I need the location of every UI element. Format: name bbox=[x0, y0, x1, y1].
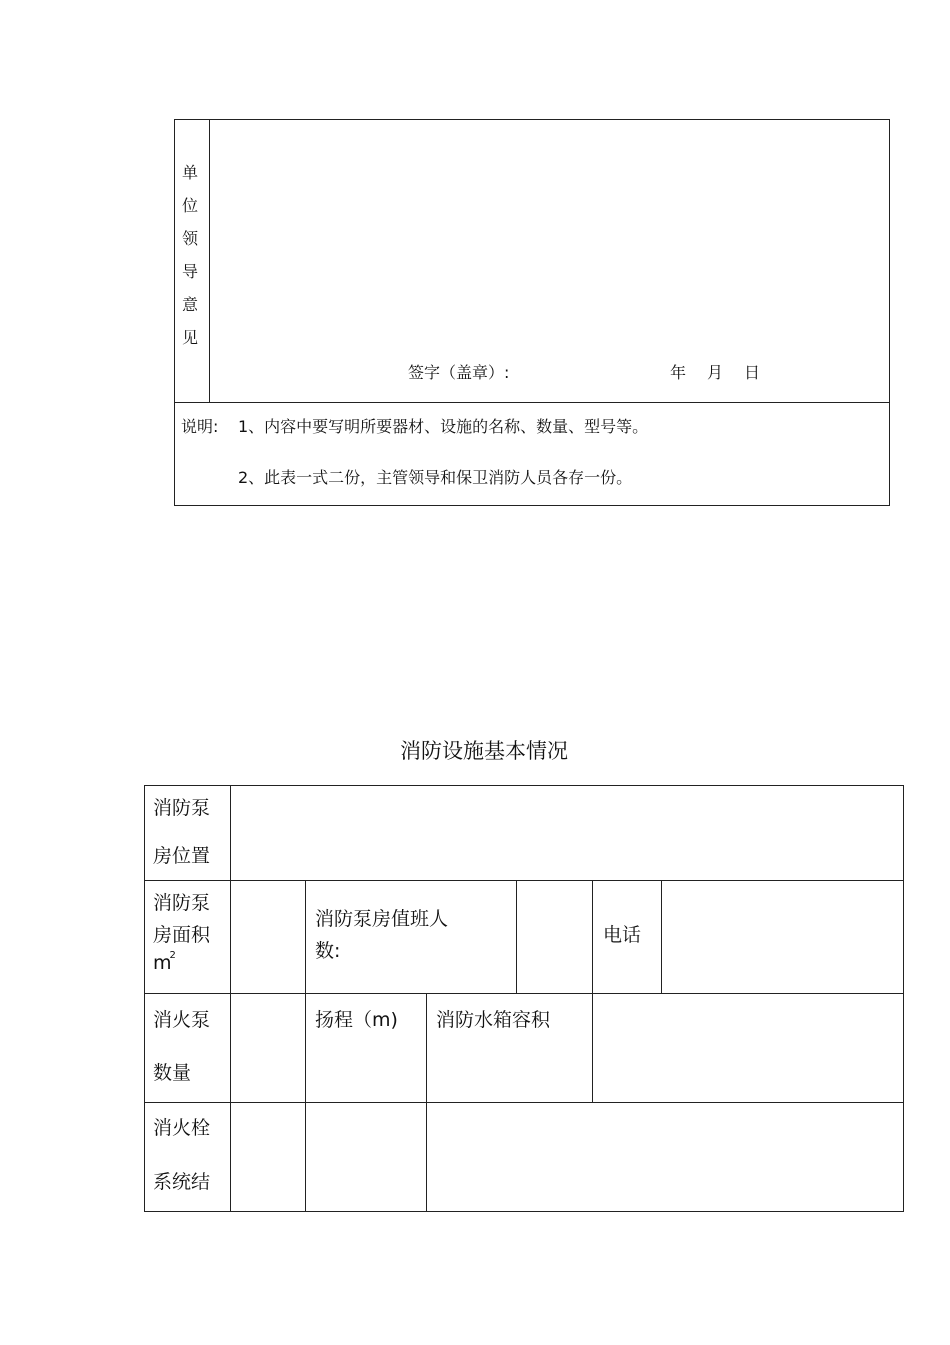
notes-label: 说明: bbox=[181, 417, 219, 436]
hydrant-system-label-2: 系统结 bbox=[153, 1171, 211, 1193]
signature-label: 签字（盖章）: bbox=[408, 363, 510, 382]
duty-staff-field[interactable] bbox=[518, 882, 591, 992]
signature-field[interactable] bbox=[528, 358, 658, 382]
hydrant-system-field-1[interactable] bbox=[232, 1104, 304, 1210]
label-char: 见 bbox=[181, 328, 198, 347]
pump-count-field[interactable] bbox=[232, 995, 304, 1101]
pump-count-label-2: 数量 bbox=[153, 1062, 192, 1084]
duty-staff-label-2: 数: bbox=[315, 940, 341, 962]
label-char: 意 bbox=[181, 295, 198, 314]
label-char: 导 bbox=[181, 262, 198, 281]
water-tank-volume-field[interactable] bbox=[594, 995, 902, 1101]
label-char: 领 bbox=[181, 229, 198, 248]
unit-text: m bbox=[153, 952, 172, 974]
pump-room-area-label-2: 房面积 bbox=[153, 924, 211, 946]
water-tank-volume-label: 消防水箱容积 bbox=[436, 1009, 551, 1031]
duty-staff-label-1: 消防泵房值班人 bbox=[315, 908, 449, 930]
pump-count-label-1: 消火泵 bbox=[153, 1009, 211, 1031]
date-month: 月 bbox=[707, 363, 724, 382]
pump-room-area-unit bbox=[153, 952, 178, 974]
pump-room-location-label-2: 房位置 bbox=[153, 845, 211, 867]
date-day: 日 bbox=[744, 363, 761, 382]
label-char: 单 bbox=[181, 163, 198, 182]
phone-field[interactable] bbox=[663, 882, 902, 992]
facility-table-title: 消防设施基本情况 bbox=[400, 739, 568, 763]
pump-room-area-field[interactable] bbox=[232, 882, 304, 992]
pump-room-location-field[interactable] bbox=[232, 787, 902, 879]
hydrant-system-label-1: 消火栓 bbox=[153, 1117, 211, 1139]
pump-room-location-label-1: 消防泵 bbox=[153, 797, 211, 819]
hydrant-system-field-3[interactable] bbox=[428, 1104, 902, 1210]
note-2: 2、此表一式二份，主管领导和保卫消防人员各存一份。 bbox=[238, 468, 633, 487]
hydrant-system-field-2[interactable] bbox=[307, 1104, 425, 1210]
note-1: 1、内容中要写明所要器材、设施的名称、数量、型号等。 bbox=[238, 417, 649, 436]
pump-head-label: 扬程（m) bbox=[315, 1009, 398, 1031]
date-year: 年 bbox=[670, 363, 687, 382]
phone-label: 电话 bbox=[603, 924, 642, 946]
opinion-text-area[interactable] bbox=[211, 121, 888, 351]
unit-superscript: 2 bbox=[169, 950, 176, 961]
label-char: 位 bbox=[181, 196, 198, 215]
pump-room-area-label-1: 消防泵 bbox=[153, 892, 211, 914]
